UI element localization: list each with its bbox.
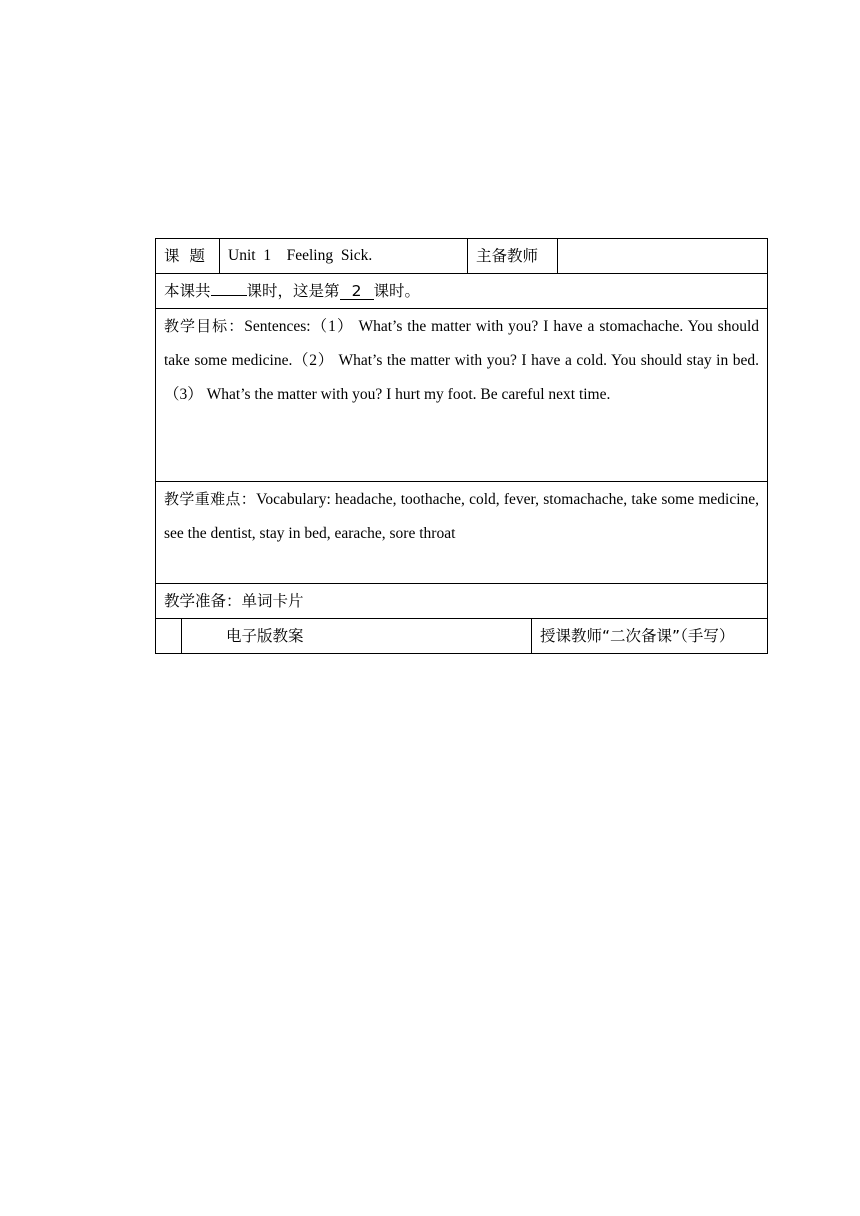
preparation-cell bbox=[156, 584, 768, 619]
lesson-plan-table bbox=[155, 238, 768, 654]
preparation-label: 教学准备： bbox=[164, 592, 242, 610]
lesson-hours-cell bbox=[156, 274, 768, 309]
goals-label: 教学目标： bbox=[164, 317, 245, 335]
footer-blank-cell bbox=[156, 619, 182, 654]
hours-prefix: 本课共 bbox=[164, 282, 211, 300]
teaching-goals-cell bbox=[156, 309, 768, 482]
footer-row bbox=[156, 619, 768, 654]
second-prep-label: 授课教师“二次备课”（手写） bbox=[540, 627, 735, 645]
hours-row bbox=[156, 274, 768, 309]
second-prep-cell bbox=[532, 619, 768, 654]
total-hours-blank bbox=[211, 295, 247, 296]
current-hour-value: 2 bbox=[340, 283, 374, 300]
hours-middle: 课时，这是第 bbox=[246, 282, 340, 300]
key-points-row bbox=[156, 482, 768, 584]
topic-label: 课 题 bbox=[156, 239, 220, 274]
electronic-plan-cell bbox=[182, 619, 532, 654]
lead-teacher-value bbox=[558, 239, 768, 274]
preparation-text: 单词卡片 bbox=[241, 592, 304, 610]
goals-row bbox=[156, 309, 768, 482]
key-points-label: 教学重难点： bbox=[164, 490, 257, 508]
title-row bbox=[156, 239, 768, 274]
electronic-plan-label: 电子版教案 bbox=[226, 627, 304, 645]
hours-suffix: 课时。 bbox=[373, 282, 421, 300]
topic-value: Unit 1 Feeling Sick. bbox=[220, 239, 468, 274]
lead-teacher-label: 主备教师 bbox=[468, 239, 558, 274]
preparation-row bbox=[156, 584, 768, 619]
goals-text: Sentences:（1） What’s the matter with you? I have a stomachache. You should take some medicine.（2） What’s the matter with you? I have a cold. You should stay in bed.（3） What’s the matter with you? I hurt my foot. Be careful next time. bbox=[164, 318, 760, 403]
key-points-cell bbox=[156, 482, 768, 584]
key-points-text: Vocabulary: headache, toothache, cold, fever, stomachache, take some medicine, see the dentist, stay in bed, earache, sore throat bbox=[164, 491, 760, 542]
